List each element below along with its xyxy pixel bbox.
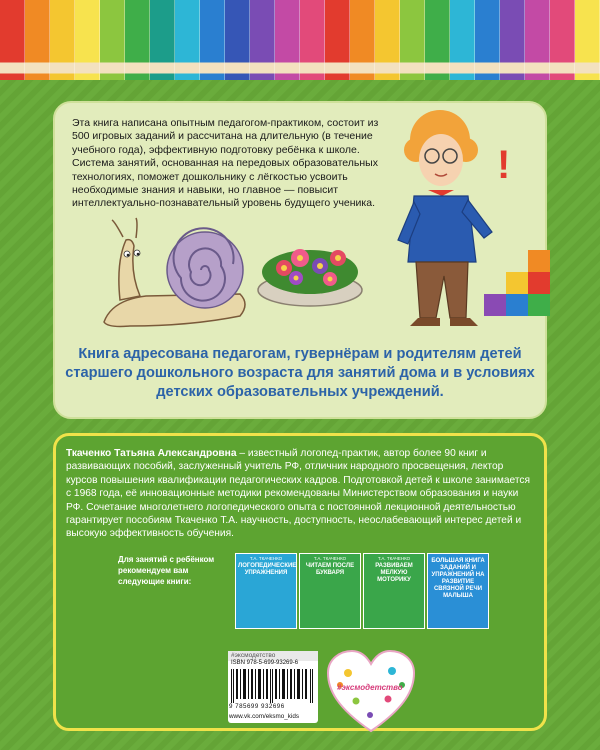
ean-number: 9 785699 932696	[229, 703, 285, 710]
pencil-stripe	[175, 0, 200, 80]
isbn: ISBN 978-5-699-93269-6	[231, 660, 299, 666]
book-author: Т.А. ТКАЧЕНКО	[249, 556, 283, 561]
exclamation-mark: !	[497, 143, 511, 187]
pencil-stripe	[50, 0, 75, 80]
pencil-stripe	[325, 0, 350, 80]
pencil-stripe	[300, 0, 325, 80]
pencil-stripe	[225, 0, 250, 80]
book-cover-2[interactable]	[299, 553, 361, 629]
book-cover-4[interactable]	[427, 553, 489, 629]
heart-hashtag: #эксмодетство	[337, 683, 403, 692]
vk-link[interactable]: www.vk.com/eksmo_kids	[229, 713, 299, 720]
headline: Книга адресована педагогам, гувернёрам и родителям детей старшего дошкольного возраста для занятий дома и в условиях детских образовательных учреждений.	[65, 346, 535, 400]
book-title: РАЗВИВАЕМ МЕЛКУЮ МОТОРИКУ	[375, 563, 413, 583]
author-bio-text: – известный логопед-практик, автор более 90 книг и развивающих пособий, заслуженный учитель РФ, отличник народного просвещения, лектор курсов повышения квалификации педагогических кадров. Подготовкой детей к школе занимается с 1968 года, её инновационные методики рекомендованы Министерством образования и науки РФ. Сочетание многолетнего логопедического опыта с постоянной лекционной деятельностью гарантирует пособиям Ткаченко Т.А. научность, доступность, неослабевающий интерес детей и высокую эффективность обучения.	[66, 448, 531, 540]
recommend-line: рекомендуем вам	[118, 566, 189, 575]
pencils-border	[0, 0, 600, 80]
pencil-stripe	[425, 0, 450, 80]
barcode-icon	[231, 669, 315, 703]
pencil-stripe	[500, 0, 525, 80]
pencil-stripe	[375, 0, 400, 80]
author-bio	[66, 447, 536, 541]
pencil-stripe	[25, 0, 50, 80]
heart-logo	[326, 649, 416, 735]
pencil-stripe	[575, 0, 600, 80]
pencil-stripe	[0, 0, 25, 80]
book-cover-1[interactable]	[235, 553, 297, 629]
pencil-stripe	[350, 0, 375, 80]
recommend-line: следующие книги:	[118, 577, 192, 586]
pencil-stripe	[400, 0, 425, 80]
book-author: Т.А. ТКАЧЕНКО	[313, 556, 347, 561]
hashtag: #эксмодетство	[228, 651, 318, 661]
pencil-stripe	[525, 0, 550, 80]
pencil-stripe	[450, 0, 475, 80]
pencil-stripe	[275, 0, 300, 80]
pencil-stripe	[475, 0, 500, 80]
recommend-line: Для занятий с ребёнком	[118, 555, 215, 564]
pencil-stripe	[125, 0, 150, 80]
pencil-stripe	[550, 0, 575, 80]
book-cover-3[interactable]	[363, 553, 425, 629]
pencil-stripe	[150, 0, 175, 80]
book-author: Т.А. ТКАЧЕНКО	[377, 556, 411, 561]
intro-text: Эта книга написана опытным педагогом-практиком, состоит из 500 игровых заданий и рассчитана на длительную (в течение учебного года), эффективную подготовку ребёнка к школе. Система занятий, основанная на передовых образовательных технологиях, поможет дошкольнику с лёгкостью усвоить необходимые знания и навыки, но главное — повысит интеллектуально-познавательный уровень будущего ученика.	[72, 117, 379, 210]
pencil-stripe	[250, 0, 275, 80]
author-name: Ткаченко Татьяна Александровна	[66, 448, 237, 459]
book-title: ЧИТАЕМ ПОСЛЕ БУКВАРЯ	[305, 563, 355, 576]
book-title: БОЛЬШАЯ КНИГА ЗАДАНИЙ И УПРАЖНЕНИЙ НА РАЗВИТИЕ СВЯЗНОЙ РЕЧИ МАЛЫША	[431, 558, 485, 599]
pencil-stripe	[75, 0, 100, 80]
recommend-text	[118, 554, 224, 587]
pencil-stripe	[200, 0, 225, 80]
book-title: ЛОГОПЕДИЧЕСКИЕ УПРАЖНЕНИЯ	[238, 563, 297, 576]
pencil-stripe	[100, 0, 125, 80]
